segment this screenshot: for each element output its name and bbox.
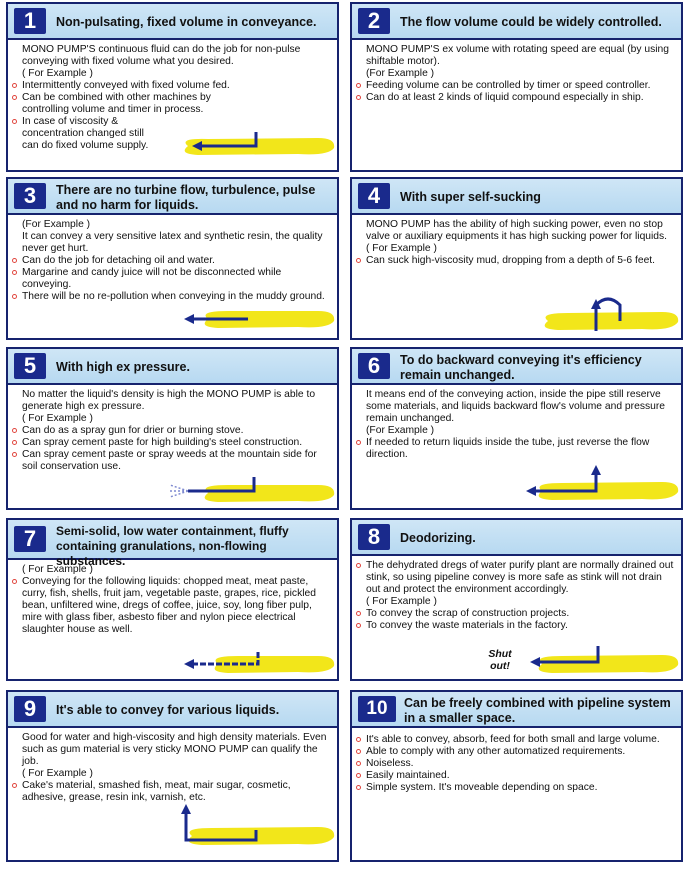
card-text: ( For Example ) [22,68,93,79]
card-text: (For Example ) [366,68,435,79]
pump-illustration [512,461,682,505]
bullet-item: Can do at least 2 kinds of liquid compound especially in ship. [366,92,677,104]
bullet-item: If needed to return liquids inside the tube, just reverse the flow direction. [366,437,677,461]
card-text: ( For Example ) [366,596,437,607]
card-header [352,349,681,385]
card-text: (For Example ) [366,425,435,436]
card-header [352,4,681,40]
card-body [366,219,677,267]
feature-card-8 [350,518,683,681]
card-header [8,520,337,568]
card-header [352,520,681,556]
bullet-item: Can spray cement paste or spray weeds at the mountain side for soil conservation use. [22,449,333,473]
feature-card-1 [6,2,339,172]
bullet-item: Conveying for the following liquids: chopped meat, meat paste, curry, fish, shells, fruit jam, vegetable paste, grapes, rice, pickled bean, unfiltered wine, dregs of coffee, juice, soy, long fiber pulp, mire with glass fiber, asbesto fiber and nylon piece electrical slaughter house as well. [22,576,333,636]
bullet-item: Margarine and candy juice will not be disconnected while conveying. [22,267,333,291]
card-header [8,179,337,215]
bullet-item: Can be combined with other machines by controlling volume and timer in process. [22,92,252,116]
card-title: With super self-sucking [400,190,541,204]
card-text: ( For Example ) [22,413,93,424]
card-title: Can be freely combined with pipeline system in a smaller space. [404,696,671,725]
feature-card-7 [6,518,339,681]
feature-card-5 [6,347,339,510]
card-number-badge: 9 [14,696,46,722]
card-number-badge: 7 [14,526,46,552]
card-text: It can convey a very sensitive latex and synthetic resin, the quality never get hurt. [22,231,323,254]
bullet-item: It's able to convey, absorb, feed for both small and large volume. [366,734,677,746]
card-title: The flow volume could be widely controlled. [400,15,662,29]
bullet-item: Can suck high-viscosity mud, dropping from a depth of 5-6 feet. [366,255,677,267]
card-body [366,734,677,794]
card-text: MONO PUMP'S continuous fluid can do the job for non-pulse conveying with fixed volume what you desired. [22,44,301,67]
card-body [366,560,677,632]
card-body [22,564,333,636]
bullet-item: In case of viscosity & concentration changed still can do fixed volume supply. [22,116,162,152]
card-number-badge: 10 [358,696,396,722]
feature-card-10 [350,690,683,862]
card-header [352,692,681,728]
bullet-item: There will be no re-pollution when conveying in the muddy ground. [22,291,333,303]
bullet-item: Intermittently conveyed with fixed volume fed. [22,80,333,92]
bullet-item: Can do as a spray gun for drier or burning stove. [22,425,333,437]
card-number-badge: 5 [14,353,46,379]
card-title: Semi-solid, low water containment, fluffy containing granulations, non-flowing substances. [56,524,289,568]
pump-illustration [168,800,338,850]
card-number-badge: 1 [14,8,46,34]
card-header [8,692,337,728]
bullet-item: To convey the scrap of construction projects. [366,608,677,620]
card-text: (For Example ) [22,219,91,230]
card-title: There are no turbine flow, turbulence, pulse and no harm for liquids. [56,183,316,212]
card-title: It's able to convey for various liquids. [56,703,280,717]
bullet-item: Can do the job for detaching oil and water. [22,255,333,267]
card-text: It means end of the conveying action, inside the pipe still reserve some materials, and liquids backward flow's volume and pressure remain unchanged. [366,389,665,424]
card-title: Deodorizing. [400,531,476,545]
card-header [352,179,681,215]
card-text: No matter the liquid's density is high the MONO PUMP is able to generate high ex pressure. [22,389,316,412]
bullet-item: The dehydrated dregs of water purify plant are normally drained out stink, so using pipeline convey is more safe as stink will not drain out and protect the environment accordingly. [366,560,677,596]
card-title: With high ex pressure. [56,360,190,374]
card-body [366,44,677,104]
pump-illustration [532,291,682,335]
feature-card-4 [350,177,683,340]
bullet-item: To convey the waste materials in the factory. [366,620,677,632]
bullet-item: Able to comply with any other automatized requirements. [366,746,677,758]
card-text: ( For Example ) [22,768,93,779]
bullet-item: Easily maintained. [366,770,677,782]
feature-card-6 [350,347,683,510]
pump-illustration [522,638,682,678]
card-body [22,389,333,473]
feature-card-3 [6,177,339,340]
card-text: MONO PUMP has the ability of high sucking power, even no stop valve or auxiliary equipments it has high sucking power for liquids. [366,219,668,242]
bullet-item: Feeding volume can be controlled by timer or speed controller. [366,80,677,92]
card-number-badge: 4 [358,183,390,209]
shut-out-label: Shut out! [488,648,512,672]
pump-illustration [168,124,338,164]
feature-card-9 [6,690,339,862]
card-number-badge: 3 [14,183,46,209]
card-number-badge: 2 [358,8,390,34]
pump-illustration [168,644,338,678]
card-title: To do backward conveying it's efficiency remain unchanged. [400,353,642,382]
bullet-item: Cake's material, smashed fish, meat, mair sugar, cosmetic, adhesive, grease, resin ink, varnish, etc. [22,780,333,804]
card-text: ( For Example ) [22,564,93,575]
card-text: MONO PUMP'S ex volume with rotating speed are equal (by using shiftable motor). [366,44,669,67]
feature-card-2 [350,2,683,172]
bullet-item: Can spray cement paste for high building's steel construction. [22,437,333,449]
card-body [22,219,333,303]
card-header [8,349,337,385]
card-header [8,4,337,40]
pump-illustration [168,301,338,335]
pump-illustration [158,471,338,507]
card-text: Good for water and high-viscosity and high density materials. Even such as gum material is very sticky MONO PUMP can qualify the job. [22,732,327,767]
card-title: Non-pulsating, fixed volume in conveyance. [56,15,317,29]
bullet-item: Noiseless. [366,758,677,770]
bullet-item: Simple system. It's moveable depending on space. [366,782,677,794]
card-text: ( For Example ) [366,243,437,254]
card-number-badge: 8 [358,524,390,550]
card-body [366,389,677,461]
card-number-badge: 6 [358,353,390,379]
card-body [22,732,333,804]
